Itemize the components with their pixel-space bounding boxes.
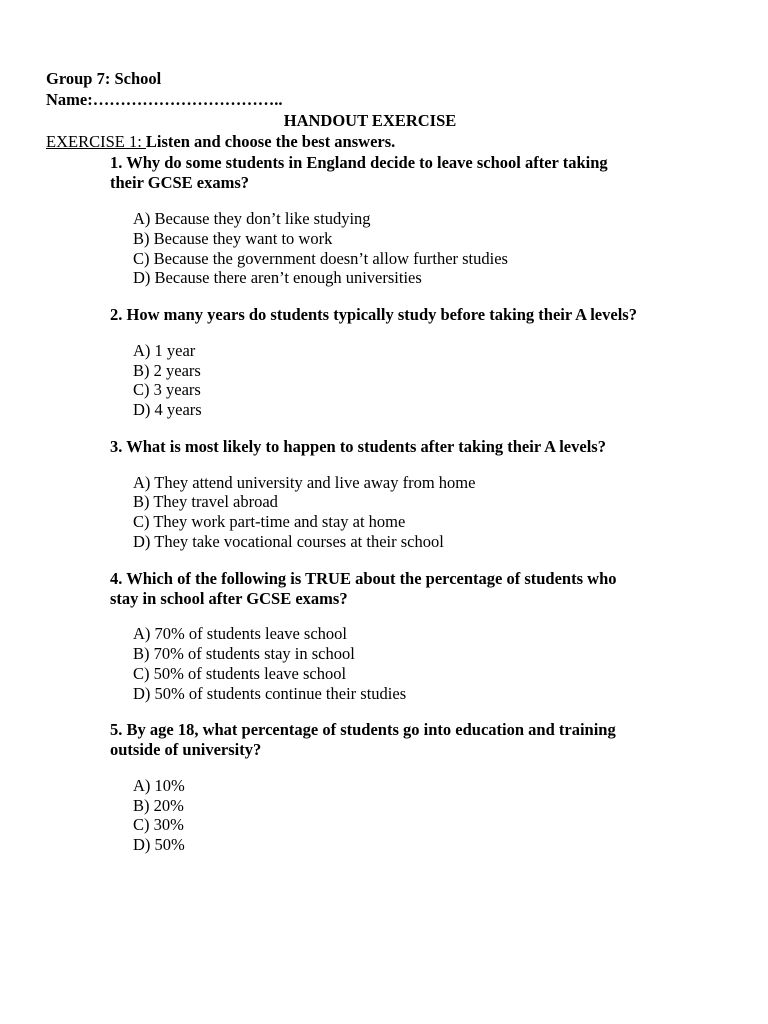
- question-2-option-c: C) 3 years: [133, 380, 201, 399]
- question-2-option-b: B) 2 years: [133, 361, 201, 380]
- question-4-option-c: C) 50% of students leave school: [133, 664, 347, 683]
- question-4-option-a: A) 70% of students leave school: [133, 624, 347, 643]
- question-4-text-cont: stay in school after GCSE exams?: [110, 589, 348, 608]
- name-field-line: Name:……………………………..: [46, 90, 283, 109]
- question-2-option-a: A) 1 year: [133, 341, 196, 360]
- question-4-option-b: B) 70% of students stay in school: [133, 644, 355, 663]
- question-5-option-a: A) 10%: [133, 776, 185, 795]
- exercise-label: EXERCISE 1:: [46, 132, 146, 151]
- question-5-option-b: B) 20%: [133, 796, 184, 815]
- question-1-option-b: B) Because they want to work: [133, 229, 333, 248]
- question-4-text: 4. Which of the following is TRUE about the percentage of students who: [110, 569, 617, 588]
- question-1-option-d: D) Because there aren’t enough universities: [133, 268, 422, 287]
- exercise-heading: [46, 132, 395, 152]
- exercise-instruction: Listen and choose the best answers.: [145, 132, 396, 151]
- question-3-option-b: B) They travel abroad: [133, 492, 278, 511]
- question-3-text: 3. What is most likely to happen to students after taking their A levels?: [110, 437, 606, 456]
- page-title: HANDOUT EXERCISE: [283, 111, 457, 130]
- question-4-option-d: D) 50% of students continue their studies: [133, 684, 407, 703]
- question-1-text: 1. Why do some students in England decide to leave school after taking: [110, 153, 608, 172]
- question-3-option-d: D) They take vocational courses at their school: [133, 532, 444, 551]
- question-5-text: 5. By age 18, what percentage of students go into education and training: [110, 720, 616, 739]
- question-3-option-a: A) They attend university and live away from home: [133, 473, 476, 492]
- question-1-option-c: C) Because the government doesn’t allow further studies: [133, 249, 508, 268]
- question-2-option-d: D) 4 years: [133, 400, 202, 419]
- question-3-option-c: C) They work part-time and stay at home: [133, 512, 406, 531]
- question-1-option-a: A) Because they don’t like studying: [133, 209, 371, 228]
- group-heading: Group 7: School: [46, 69, 162, 88]
- question-2-text: 2. How many years do students typically study before taking their A levels?: [110, 305, 637, 324]
- question-5-option-c: C) 30%: [133, 815, 184, 834]
- question-5-text-cont: outside of university?: [110, 740, 262, 759]
- question-1-text-cont: their GCSE exams?: [110, 173, 250, 192]
- question-5-option-d: D) 50%: [133, 835, 185, 854]
